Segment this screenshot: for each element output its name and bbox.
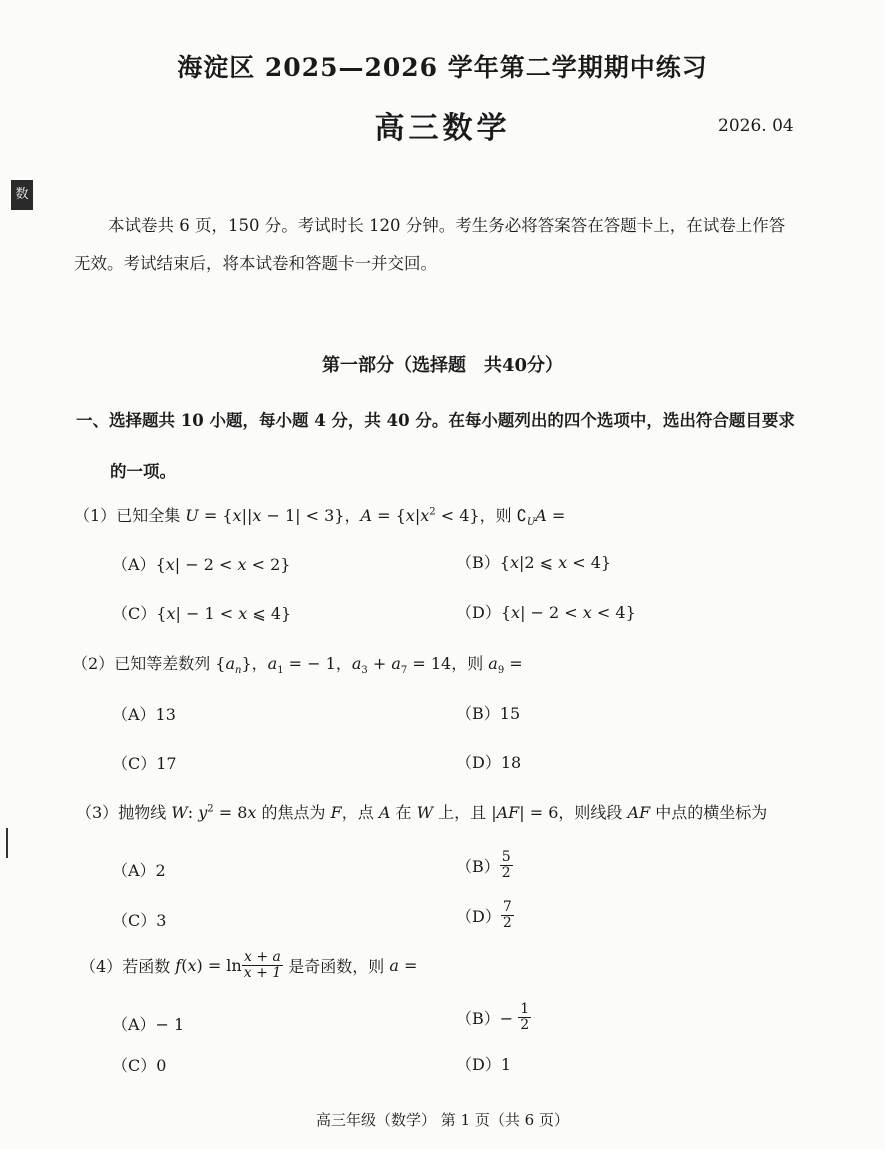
- exam-subject: 高三数学: [374, 111, 511, 146]
- intro-line-1: 本试卷共 6 页，150 分。考试时长 120 分钟。考生务必将答案答在答题卡上，在试卷上作答: [108, 216, 786, 235]
- page-footer: 高三年级（数学） 第 1 页（共 6 页）: [316, 1111, 569, 1129]
- part-title: 第一部分（选择题 共40分）: [321, 355, 564, 376]
- q1-stem-prefix: 已知全集: [116, 506, 186, 525]
- q2-option-d: （D）18: [456, 753, 522, 772]
- q1-stem-mid: ，则: [479, 506, 517, 525]
- q4-option-b: （B）− $\frac{1}{2}$: [456, 1001, 530, 1033]
- q3-option-b: （B） $\frac{5}{2}$: [456, 849, 511, 881]
- question-2: （2）已知等差数列 $\{a_n\}$，$a_1$ = − 1，$a_3 + a_7 = 14$，则 $a_9$ =: [72, 654, 523, 677]
- q2-stem-mid: ，则: [451, 654, 489, 673]
- scan-margin-mark: [6, 828, 8, 858]
- q3-option-c: （C）3: [112, 911, 167, 930]
- q2-number: （2）: [72, 654, 115, 673]
- q4-option-a: （A）− 1: [112, 1015, 185, 1034]
- q1-option-a: （A）{x| − 2 < x < 2}: [112, 555, 291, 574]
- question-4: （4）若函数 f(x) = ln $\frac{x + a}{x + 1}$ 是奇函数，则 a =: [80, 949, 418, 981]
- q1-option-c: （C）{x| − 1 < x ⩽ 4}: [112, 604, 292, 623]
- q2-stem-prefix: 已知等差数列: [114, 654, 216, 673]
- q3-option-a: （A）2: [112, 861, 166, 880]
- q2-option-c: （C）17: [112, 754, 177, 773]
- q4-option-c: （C）0: [112, 1056, 167, 1075]
- q1-number: （1）: [74, 506, 117, 525]
- question-3: （3）抛物线 W: $y^2 = 8x$ 的焦点为 F，点 A 在 W 上，且 |AF| = 6，则线段 AF 中点的横坐标为: [76, 803, 768, 822]
- intro-line-2: 无效。考试结束后，将本试卷和答题卡一并交回。: [74, 254, 437, 273]
- side-tab: 数: [11, 180, 33, 210]
- exam-date: 2026. 04: [718, 116, 794, 136]
- exam-title: 海淀区 2025—2026 学年第二学期期中练习: [177, 53, 708, 82]
- section-instruction-2: 的一项。: [110, 462, 176, 481]
- question-1: （1）已知全集 U = {x||x − 1| < 3}，$A = \{x|x^2 < 4\}$，则 $∁_UA$ =: [74, 506, 566, 529]
- q2-option-b: （B）15: [456, 704, 521, 723]
- q2-option-a: （A）13: [112, 705, 176, 724]
- section-instruction-1: 一、选择题共 10 小题，每小题 4 分，共 40 分。在每小题列出的四个选项中，选出符合题目要求: [76, 411, 795, 430]
- q3-option-d: （D） $\frac{7}{2}$: [456, 899, 512, 931]
- q1-option-b: （B）{x|2 ⩽ x < 4}: [456, 553, 612, 572]
- q1-option-d: （D）{x| − 2 < x < 4}: [456, 603, 636, 622]
- q4-option-d: （D）1: [456, 1055, 512, 1074]
